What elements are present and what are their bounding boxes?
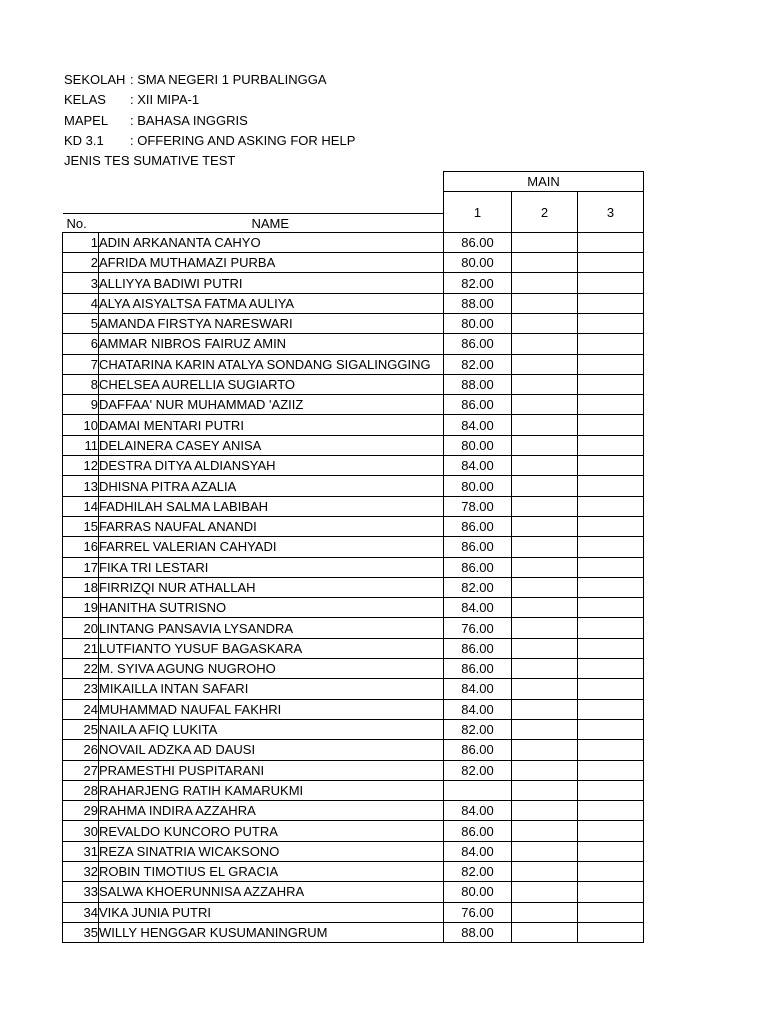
student-name: ADIN ARKANANTA CAHYO — [99, 232, 444, 252]
score-main-3 — [578, 862, 644, 882]
student-name: HANITHA SUTRISNO — [99, 598, 444, 618]
table-row — [63, 618, 644, 638]
score-main-3 — [578, 293, 644, 313]
table-row — [63, 598, 644, 618]
header-test-type-value: : SUMATIVE TEST — [126, 153, 236, 169]
score-main-3 — [578, 780, 644, 800]
row-number: 18 — [63, 577, 99, 597]
score-main-1: 88.00 — [444, 293, 512, 313]
score-main-2 — [512, 232, 578, 252]
score-main-3 — [578, 659, 644, 679]
score-main-2 — [512, 476, 578, 496]
row-number: 1 — [63, 232, 99, 252]
score-main-3 — [578, 232, 644, 252]
table-row — [63, 679, 644, 699]
score-main-1: 84.00 — [444, 699, 512, 719]
blank-cell — [63, 192, 99, 233]
student-name: RAHMA INDIRA AZZAHRA — [99, 801, 444, 821]
student-name: LUTFIANTO YUSUF BAGASKARA — [99, 638, 444, 658]
score-main-2 — [512, 374, 578, 394]
score-main-1: 86.00 — [444, 638, 512, 658]
blank-cell — [63, 172, 99, 192]
score-main-2 — [512, 760, 578, 780]
row-number: 11 — [63, 435, 99, 455]
score-main-2 — [512, 395, 578, 415]
score-main-3 — [578, 841, 644, 861]
score-main-3 — [578, 253, 644, 273]
score-main-1: 84.00 — [444, 415, 512, 435]
score-main-2 — [512, 598, 578, 618]
score-main-3 — [578, 456, 644, 476]
row-number: 22 — [63, 659, 99, 679]
student-name: AMANDA FIRSTYA NARESWARI — [99, 313, 444, 333]
score-main-1: 86.00 — [444, 557, 512, 577]
score-main-3 — [578, 821, 644, 841]
document-header — [64, 70, 355, 171]
row-number: 23 — [63, 679, 99, 699]
score-main-3 — [578, 537, 644, 557]
row-number: 16 — [63, 537, 99, 557]
score-main-1: 80.00 — [444, 476, 512, 496]
student-name: FARRAS NAUFAL ANANDI — [99, 516, 444, 536]
row-number: 3 — [63, 273, 99, 293]
score-main-1: 80.00 — [444, 435, 512, 455]
score-main-1: 82.00 — [444, 354, 512, 374]
score-main-3 — [578, 760, 644, 780]
row-number: 21 — [63, 638, 99, 658]
table-row — [63, 232, 644, 252]
header-kd-label: KD 3.1 — [64, 132, 104, 148]
row-number: 14 — [63, 496, 99, 516]
table-row — [63, 273, 644, 293]
score-main-2 — [512, 253, 578, 273]
score-main-3 — [578, 557, 644, 577]
table-row — [63, 780, 644, 800]
table-row — [63, 476, 644, 496]
header-test-type-line — [64, 151, 355, 171]
row-number: 34 — [63, 902, 99, 922]
score-main-1: 84.00 — [444, 456, 512, 476]
score-main-1: 84.00 — [444, 801, 512, 821]
score-main-1: 84.00 — [444, 679, 512, 699]
score-main-1: 84.00 — [444, 598, 512, 618]
score-main-1: 86.00 — [444, 537, 512, 557]
student-name: FARREL VALERIAN CAHYADI — [99, 537, 444, 557]
score-main-3 — [578, 374, 644, 394]
student-name: SALWA KHOERUNNISA AZZAHRA — [99, 882, 444, 902]
main-col-3-header: 3 — [578, 192, 644, 233]
student-name: DHISNA PITRA AZALIA — [99, 476, 444, 496]
score-main-1: 86.00 — [444, 821, 512, 841]
main-col-2-header: 2 — [512, 192, 578, 233]
score-main-1: 86.00 — [444, 334, 512, 354]
score-main-1: 82.00 — [444, 577, 512, 597]
table-row — [63, 882, 644, 902]
score-main-2 — [512, 537, 578, 557]
score-main-3 — [578, 719, 644, 739]
header-subject-line — [64, 111, 355, 131]
header-class-label: KELAS — [64, 92, 106, 108]
score-main-2 — [512, 862, 578, 882]
student-name: VIKA JUNIA PUTRI — [99, 902, 444, 922]
score-table — [62, 171, 644, 943]
row-number: 29 — [63, 801, 99, 821]
table-row — [63, 456, 644, 476]
score-main-1: 86.00 — [444, 740, 512, 760]
table-row — [63, 862, 644, 882]
student-name: NAILA AFIQ LUKITA — [99, 719, 444, 739]
table-row — [63, 841, 644, 861]
table-row — [63, 719, 644, 739]
student-name: NOVAIL ADZKA AD DAUSI — [99, 740, 444, 760]
table-row — [63, 496, 644, 516]
table-row — [63, 415, 644, 435]
score-main-3 — [578, 334, 644, 354]
row-number: 24 — [63, 699, 99, 719]
student-name: ALYA AISYALTSA FATMA AULIYA — [99, 293, 444, 313]
score-main-2 — [512, 293, 578, 313]
student-name: ROBIN TIMOTIUS EL GRACIA — [99, 862, 444, 882]
table-row — [63, 821, 644, 841]
row-number: 7 — [63, 354, 99, 374]
table-row — [63, 334, 644, 354]
score-main-1 — [444, 780, 512, 800]
score-main-1: 80.00 — [444, 313, 512, 333]
row-number: 2 — [63, 253, 99, 273]
score-main-3 — [578, 577, 644, 597]
student-name: MUHAMMAD NAUFAL FAKHRI — [99, 699, 444, 719]
score-main-2 — [512, 740, 578, 760]
score-main-1: 82.00 — [444, 273, 512, 293]
row-number: 10 — [63, 415, 99, 435]
score-main-1: 82.00 — [444, 760, 512, 780]
score-main-3 — [578, 516, 644, 536]
score-main-1: 86.00 — [444, 232, 512, 252]
header-school-line — [64, 70, 355, 90]
student-name: PRAMESTHI PUSPITARANI — [99, 760, 444, 780]
row-number: 30 — [63, 821, 99, 841]
row-number: 27 — [63, 760, 99, 780]
score-main-2 — [512, 415, 578, 435]
student-name: CHELSEA AURELLIA SUGIARTO — [99, 374, 444, 394]
score-main-3 — [578, 273, 644, 293]
student-name: WILLY HENGGAR KUSUMANINGRUM — [99, 922, 444, 942]
student-name: AMMAR NIBROS FAIRUZ AMIN — [99, 334, 444, 354]
score-main-2 — [512, 801, 578, 821]
table-row — [63, 557, 644, 577]
score-main-3 — [578, 354, 644, 374]
table-row — [63, 801, 644, 821]
header-school-label: SEKOLAH — [64, 72, 126, 87]
main-header-row — [63, 172, 644, 192]
score-main-3 — [578, 740, 644, 760]
name-header: NAME — [99, 213, 444, 233]
score-main-3 — [578, 313, 644, 333]
row-number: 9 — [63, 395, 99, 415]
score-main-2 — [512, 841, 578, 861]
score-main-1: 82.00 — [444, 862, 512, 882]
student-name: REZA SINATRIA WICAKSONO — [99, 841, 444, 861]
row-number: 32 — [63, 862, 99, 882]
score-main-2 — [512, 435, 578, 455]
table-row — [63, 516, 644, 536]
score-main-2 — [512, 882, 578, 902]
score-main-1: 80.00 — [444, 882, 512, 902]
student-name: MIKAILLA INTAN SAFARI — [99, 679, 444, 699]
table-row — [63, 537, 644, 557]
score-main-2 — [512, 922, 578, 942]
score-main-2 — [512, 719, 578, 739]
score-main-2 — [512, 456, 578, 476]
score-main-1: 78.00 — [444, 496, 512, 516]
score-main-3 — [578, 435, 644, 455]
table-row — [63, 922, 644, 942]
score-main-2 — [512, 273, 578, 293]
score-main-1: 82.00 — [444, 719, 512, 739]
row-number: 28 — [63, 780, 99, 800]
row-number: 4 — [63, 293, 99, 313]
row-number: 35 — [63, 922, 99, 942]
score-main-1: 86.00 — [444, 659, 512, 679]
score-main-3 — [578, 476, 644, 496]
score-main-3 — [578, 598, 644, 618]
student-name: FIKA TRI LESTARI — [99, 557, 444, 577]
score-main-1: 76.00 — [444, 618, 512, 638]
score-main-2 — [512, 902, 578, 922]
score-main-2 — [512, 496, 578, 516]
score-main-2 — [512, 618, 578, 638]
score-main-2 — [512, 557, 578, 577]
student-name: FADHILAH SALMA LABIBAH — [99, 496, 444, 516]
table-row — [63, 293, 644, 313]
header-kd-value: : OFFERING AND ASKING FOR HELP — [130, 132, 356, 148]
score-main-3 — [578, 882, 644, 902]
student-name: DELAINERA CASEY ANISA — [99, 435, 444, 455]
score-main-3 — [578, 922, 644, 942]
score-main-3 — [578, 902, 644, 922]
score-main-1: 86.00 — [444, 395, 512, 415]
score-main-1: 88.00 — [444, 374, 512, 394]
header-subject-label: MAPEL — [64, 112, 109, 128]
main-col-1-header: 1 — [444, 192, 512, 233]
score-main-3 — [578, 699, 644, 719]
table-row — [63, 659, 644, 679]
score-main-2 — [512, 780, 578, 800]
score-main-2 — [512, 516, 578, 536]
table-row — [63, 760, 644, 780]
score-main-2 — [512, 313, 578, 333]
row-number: 6 — [63, 334, 99, 354]
student-name: CHATARINA KARIN ATALYA SONDANG SIGALINGGING — [99, 354, 444, 374]
student-name: REVALDO KUNCORO PUTRA — [99, 821, 444, 841]
sub-header-row — [63, 192, 644, 233]
score-main-3 — [578, 395, 644, 415]
score-main-2 — [512, 699, 578, 719]
header-school-value: : SMA NEGERI 1 PURBALINGGA — [130, 72, 327, 87]
row-number: 33 — [63, 882, 99, 902]
row-number: 25 — [63, 719, 99, 739]
row-number: 17 — [63, 557, 99, 577]
row-number: 19 — [63, 598, 99, 618]
table-row — [63, 374, 644, 394]
row-number: 15 — [63, 516, 99, 536]
score-main-2 — [512, 679, 578, 699]
score-main-2 — [512, 638, 578, 658]
header-kd-line — [64, 131, 355, 151]
table-row — [63, 253, 644, 273]
header-class-line — [64, 90, 355, 110]
score-main-2 — [512, 334, 578, 354]
table-row — [63, 435, 644, 455]
blank-cell — [99, 192, 444, 233]
score-main-1: 84.00 — [444, 841, 512, 861]
row-number: 20 — [63, 618, 99, 638]
row-number: 8 — [63, 374, 99, 394]
score-main-2 — [512, 659, 578, 679]
student-name: ALLIYYA BADIWI PUTRI — [99, 273, 444, 293]
score-main-2 — [512, 354, 578, 374]
score-main-2 — [512, 821, 578, 841]
score-main-1: 88.00 — [444, 922, 512, 942]
score-main-1: 80.00 — [444, 253, 512, 273]
student-name: RAHARJENG RATIH KAMARUKMI — [99, 780, 444, 800]
header-subject-value: : BAHASA INGGRIS — [130, 112, 248, 128]
score-main-3 — [578, 618, 644, 638]
row-number: 5 — [63, 313, 99, 333]
student-name: DAFFAA' NUR MUHAMMAD 'AZIIZ — [99, 395, 444, 415]
student-name: M. SYIVA AGUNG NUGROHO — [99, 659, 444, 679]
student-name: FIRRIZQI NUR ATHALLAH — [99, 577, 444, 597]
row-number: 12 — [63, 456, 99, 476]
score-main-2 — [512, 577, 578, 597]
table-row — [63, 902, 644, 922]
blank-cell — [99, 172, 444, 192]
header-test-type-label: JENIS TES — [64, 153, 130, 169]
row-number: 13 — [63, 476, 99, 496]
no-header: No. — [63, 213, 99, 233]
table-row — [63, 395, 644, 415]
score-main-1: 76.00 — [444, 902, 512, 922]
student-name: LINTANG PANSAVIA LYSANDRA — [99, 618, 444, 638]
student-name: DESTRA DITYA ALDIANSYAH — [99, 456, 444, 476]
table-row — [63, 740, 644, 760]
score-main-1: 86.00 — [444, 516, 512, 536]
score-main-3 — [578, 496, 644, 516]
student-name: DAMAI MENTARI PUTRI — [99, 415, 444, 435]
table-row — [63, 313, 644, 333]
table-row — [63, 577, 644, 597]
score-main-3 — [578, 679, 644, 699]
score-main-3 — [578, 415, 644, 435]
table-row — [63, 699, 644, 719]
main-header: MAIN — [444, 172, 644, 192]
header-class-value: : XII MIPA-1 — [130, 92, 200, 108]
student-name: AFRIDA MUTHAMAZI PURBA — [99, 253, 444, 273]
table-row — [63, 354, 644, 374]
row-number: 26 — [63, 740, 99, 760]
table-row — [63, 638, 644, 658]
row-number: 31 — [63, 841, 99, 861]
score-main-3 — [578, 801, 644, 821]
score-main-3 — [578, 638, 644, 658]
